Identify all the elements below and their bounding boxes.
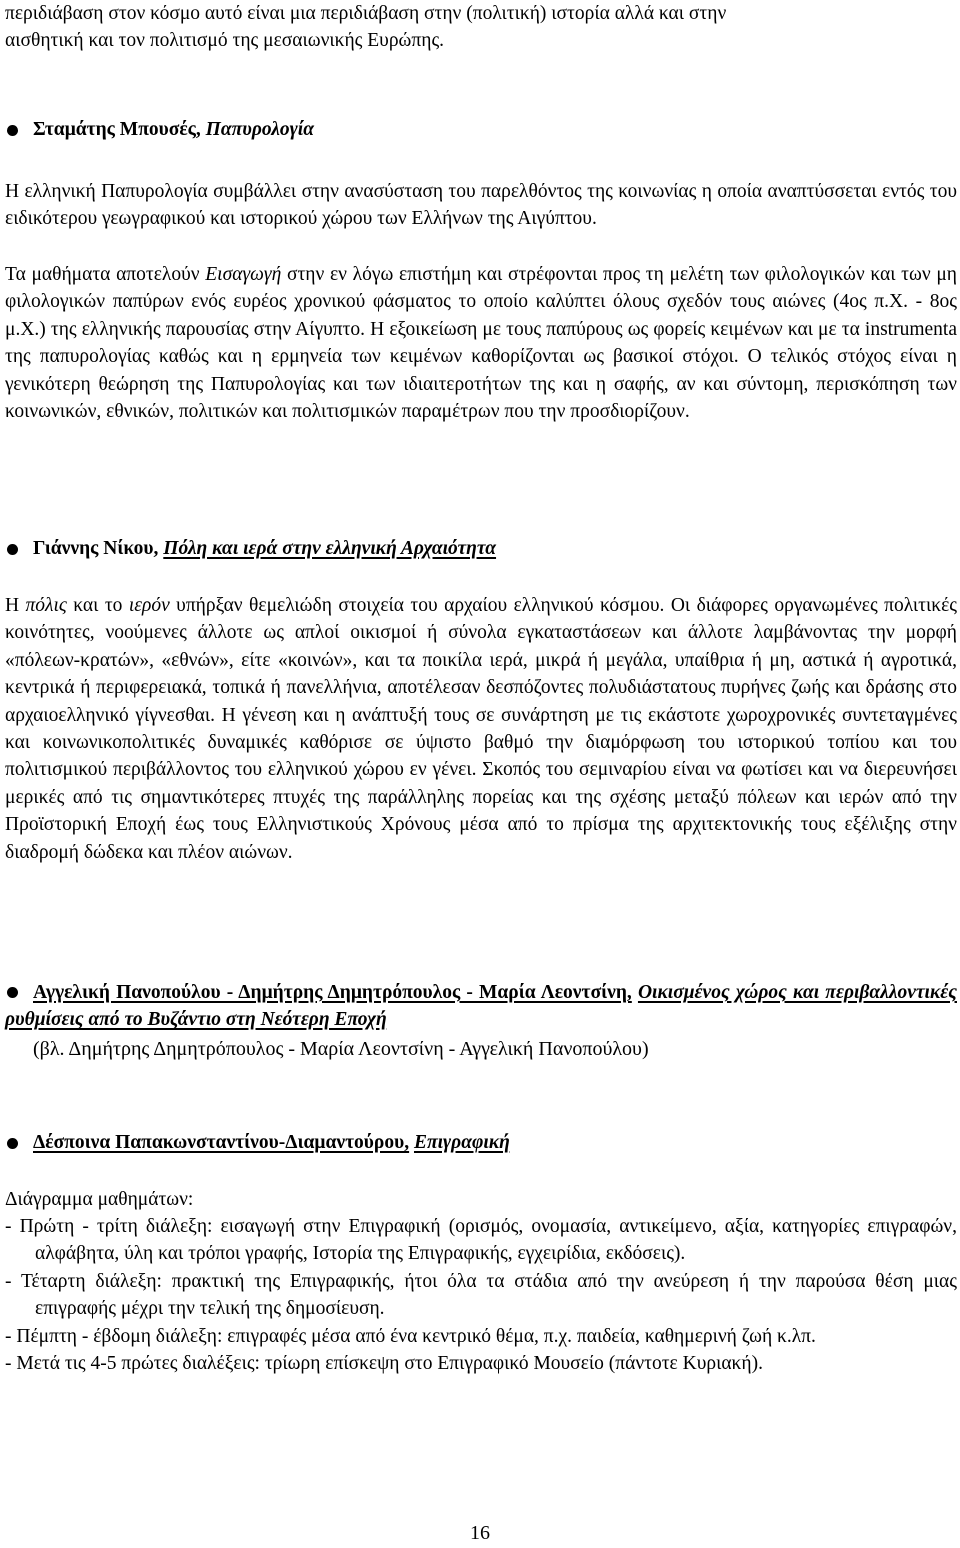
section-authors: Αγγελική Πανοπούλου - Δημήτρης Δημητρόπουλος - Μαρία Λεοντσίνη,: [33, 982, 632, 1003]
section-heading-polis: [33, 535, 958, 562]
list-item: - Τέταρτη διάλεξη: πρακτική της Επιγραφικής, ήτοι όλα τα στάδια από την ανεύρεση ή την παρούσα θέση μιας επιγραφής μέχρι την τελική της δημοσίευση.: [5, 1270, 957, 1320]
list-item: - Μετά τις 4-5 πρώτες διαλέξεις: τρίωρη επίσκεψη στο Επιγραφικό Μουσείο (πάντοτε Κυριακή).: [5, 1353, 763, 1375]
section-title: Επιγραφική: [413, 1132, 510, 1153]
page-number: 16: [470, 1522, 490, 1544]
list-item: - Πέμπτη - έβδομη διάλεξη: επιγραφές μέσα από ένα κεντρικό θέμα, π.χ. παιδεία, καθημερινή ζωή κ.λπ.: [5, 1325, 816, 1347]
section-title: Παπυρολογία: [205, 119, 314, 140]
list-item: - Πρώτη - τρίτη διάλεξη: εισαγωγή στην Επιγραφική (ορισμός, ονομασία, αντικείμενο, αξία, κατηγορίες επιγραφών, αλφάβητα, ύλη και τρόποι γραφής, Ιστορία της Επιγραφικής, εγχειρίδια, εκδόσεις).: [5, 1216, 957, 1265]
bullet-icon: [7, 544, 18, 555]
text-run: και το: [66, 595, 129, 616]
section-title: Οικισμένος χώρος και περιβαλλοντικές ρυθμίσεις από το Βυζάντιο στη Νεότερη Εποχή: [5, 982, 957, 1031]
section-author: Γιάννης Νίκου,: [33, 538, 159, 559]
text-run: Η: [5, 595, 26, 616]
intro-paragraph: [5, 0, 957, 55]
section-heading-epigraphy: [33, 1129, 958, 1156]
text-run: στην εν λόγω επιστήμη και στρέφονται προς τη μελέτη των φιλολογικών και των μη φιλολογικών παπύρων ενός ευρέος χρονικού φάσματος το οποίο καλύπτει όλους σχεδόν τους αιώνες (4ος π.Χ. - 8ος μ.Χ.) της ελληνικής παρουσίας στην Αίγυπτο. Η εξοικείωση με τους παπύρους ως φορείς κειμένων και με τα instrumenta της παπυρολογίας καθώς και η ερμηνεία των κειμένων καθορίζονται ως βασικοί στόχοι. Ο τελικός στόχος είναι η γενικότερη θεώρηση της Παπυρολογίας και των ιδιαιτεροτήτων της και η σαφής, αν και σύντομη, περισκόπηση των κοινωνικών, εθνικών, πολιτικών και πολιτισμικών παραμέτρων που την προσδιορίζουν.: [5, 264, 957, 423]
text-run-italic: Εισαγωγή: [205, 264, 282, 285]
bullet-icon: [7, 1138, 18, 1149]
section-title: Πόλη και ιερά στην ελληνική Αρχαιότητα: [163, 538, 497, 559]
see-reference: (βλ. Δημήτρης Δημητρόπουλος - Μαρία Λεοντσίνη - Αγγελική Πανοπούλου): [33, 1038, 649, 1060]
text-run: Τα μαθήματα αποτελούν: [5, 264, 206, 285]
bullet-icon: [7, 125, 18, 136]
section-heading-papyrology: [33, 116, 958, 143]
section-author: Δέσποινα Παπακωνσταντίνου-Διαμαντούρου,: [33, 1132, 410, 1153]
text-run: υπήρξαν θεμελιώδη στοιχεία του αρχαίου ελληνικού κόσμου. Οι διάφορες οργανωμένες πολιτικές κοινότητες, νοούμενες άλλοτε ως απλοί οικισμοί ή σύνολα εγκαταστάσεων και άλλοτε λαμβάνοντας την μορφή «πόλεων-κρατών», «εθνών», είτε «κοινών», και τα ποικίλα ιερά, μικρά ή μεγάλα, υπαίθρια ή μη, αστικά ή αγροτικά, κεντρικά ή περιφερειακά, τοπικά ή πανελλήνια, αποτέλεσαν δεσπόζοντες πολυδιάστατους πυρήνες ζωής και δράσης στο αρχαιοελληνικό γίγνεσθαι. Η γένεση και η ανάπτυξή τους σε συνάρτηση με τις εκάστοτε χωροχρονικές συντεταγμένες και κοινωνικοπολιτικές δυναμικές καθόρισε σε ύψιστο βαθμό την διαμόρφωση του ιστορικού τοπίου και του πολιτισμικού περιβάλλοντος του ελληνικού χώρου εν γένει. Σκοπός του σεμιναρίου είναι να φωτίσει και να διερευνήσει μερικές από τις σημαντικότερες πτυχές της παράλληλης πορείας και της σχέσης μεταξύ πόλεων και ιερών από την Προϊστορική Εποχή έως τους Ελληνιστικούς Χρόνους μέσα από το πρίσμα της αρχιτεκτονικής τους εξέλιξης στην διαδρομή δώδεκα και πλέον αιώνων.: [5, 595, 957, 863]
schedule-label: Διάγραμμα μαθημάτων:: [5, 1189, 194, 1210]
text-run-italic: πόλις: [25, 595, 67, 616]
intro-line-2: αισθητική και τον πολιτισμό της μεσαιωνικής Ευρώπης.: [5, 30, 445, 52]
section-heading-settlement: [5, 979, 957, 1034]
schedule-list: [5, 1213, 957, 1377]
polis-paragraph: [5, 592, 957, 866]
papyrology-paragraph-1: Η ελληνική Παπυρολογία συμβάλλει στην ανασύσταση του παρελθόντος της κοινωνίας η οποία αναπτύσσεται εντός του ειδικότερου γεωγραφικού και ιστορικού χώρου των Ελλήνων της Αιγύπτου.: [5, 181, 957, 230]
text-run-italic: ιερόν: [128, 595, 170, 616]
section-author: Σταμάτης Μπουσές,: [33, 119, 201, 140]
intro-line-1: περιδιάβαση στον κόσμο αυτό είναι μια περιδιάβαση στην (πολιτική) ιστορία αλλά και στην: [5, 3, 727, 24]
papyrology-paragraph-2: [5, 261, 957, 425]
